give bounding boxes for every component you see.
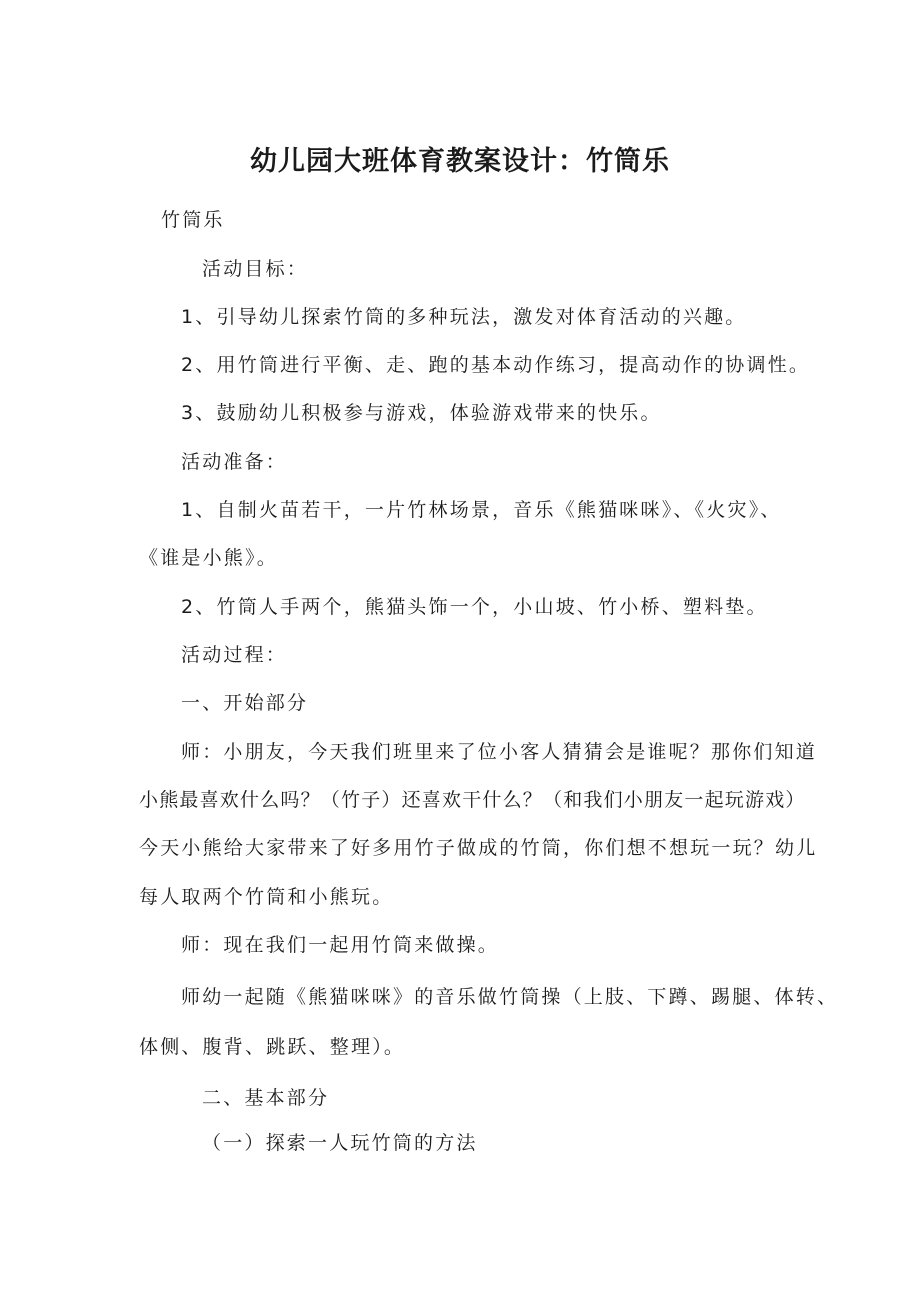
prep-item-1-line-1: 1、自制火苗若干，一片竹林场景，音乐《熊猫咪咪》、《火灾》、 bbox=[181, 499, 782, 521]
goal-item-3: 3、鼓励幼儿积极参与游戏，体验游戏带来的快乐。 bbox=[181, 402, 662, 424]
process-heading: 活动过程： bbox=[181, 644, 288, 666]
document-title: 幼儿园大班体育教案设计：竹筒乐 bbox=[250, 146, 670, 177]
subsection-1-heading: （一）探索一人玩竹筒的方法 bbox=[202, 1132, 478, 1154]
subtitle: 竹筒乐 bbox=[161, 209, 225, 231]
paragraph-3-line-1: 师幼一起随《熊猫咪咪》的音乐做竹筒操（上肢、下蹲、踢腿、体转、 bbox=[181, 986, 839, 1008]
prep-item-2: 2、竹筒人手两个，熊猫头饰一个，小山坡、竹小桥、塑料垫。 bbox=[181, 596, 768, 618]
paragraph-1-line-2: 小熊最喜欢什么吗？（竹子）还喜欢干什么？（和我们小朋友一起玩游戏） bbox=[139, 789, 806, 811]
prep-item-1-line-2: 《谁是小熊》。 bbox=[139, 547, 278, 569]
paragraph-3-line-2: 体侧、腹背、跳跃、整理）。 bbox=[139, 1036, 406, 1058]
paragraph-1-line-3: 今天小熊给大家带来了好多用竹子做成的竹筒，你们想不想玩一玩？幼儿 bbox=[139, 837, 818, 859]
goal-item-1: 1、引导幼儿探索竹筒的多种玩法，激发对体育活动的兴趣。 bbox=[181, 306, 747, 328]
goals-heading: 活动目标： bbox=[202, 258, 309, 280]
part-1-heading: 一、开始部分 bbox=[181, 692, 309, 714]
paragraph-1-line-1: 师：小朋友，今天我们班里来了位小客人猜猜会是谁呢？那你们知道 bbox=[181, 741, 818, 763]
prep-heading: 活动准备： bbox=[181, 451, 288, 473]
goal-item-2: 2、用竹筒进行平衡、走、跑的基本动作练习，提高动作的协调性。 bbox=[181, 354, 811, 376]
paragraph-2: 师：现在我们一起用竹筒来做操。 bbox=[181, 934, 500, 956]
part-2-heading: 二、基本部分 bbox=[202, 1087, 330, 1109]
paragraph-1-line-4: 每人取两个竹筒和小熊玩。 bbox=[139, 886, 394, 908]
